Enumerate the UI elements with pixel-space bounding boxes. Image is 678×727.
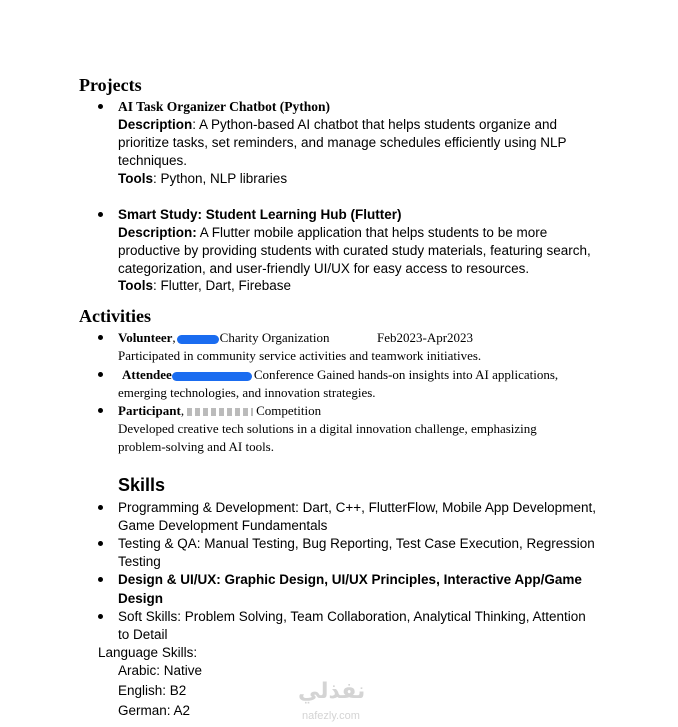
bullet-icon bbox=[98, 104, 103, 109]
watermark-logo: نفذلي bbox=[298, 678, 366, 703]
skill-line: Game Development Fundamentals bbox=[118, 518, 328, 533]
project-description-line: prioritize tasks, set reminders, and manage schedules efficiently using NLP bbox=[118, 135, 567, 150]
project-description-line: Description: A Python-based AI chatbot that helps students organize and bbox=[118, 117, 558, 132]
project-description-line: categorization, and user-friendly UI/UX for easy access to resources. bbox=[118, 261, 530, 276]
skill-line: to Detail bbox=[118, 627, 168, 642]
project-description-line: Description: A Flutter mobile application that helps students to be more bbox=[118, 225, 548, 240]
watermark-url: nafezly.com bbox=[302, 710, 360, 722]
activity-header: Volunteer, Charity Organization bbox=[118, 330, 330, 345]
language-skills-heading: Language Skills: bbox=[98, 645, 198, 660]
language-item: English: B2 bbox=[118, 683, 187, 698]
skill-line: Design & UI/UX: Graphic Design, UI/UX Principles, Interactive App/Game bbox=[118, 572, 582, 587]
bullet-icon bbox=[98, 541, 103, 546]
activity-description: problem-solving and AI tools. bbox=[118, 439, 274, 454]
activity-description: Developed creative tech solutions in a digital innovation challenge, emphasizing bbox=[118, 421, 537, 436]
skill-line: Programming & Development: Dart, C++, FlutterFlow, Mobile App Development, bbox=[118, 500, 596, 515]
skill-line: Design bbox=[118, 591, 164, 606]
bullet-icon bbox=[98, 505, 103, 510]
bullet-icon bbox=[98, 212, 103, 217]
bullet-icon bbox=[98, 372, 103, 377]
projects-heading: Projects bbox=[79, 75, 142, 95]
project-title: AI Task Organizer Chatbot (Python) bbox=[118, 99, 331, 114]
project-title: Smart Study: Student Learning Hub (Flutter) bbox=[118, 207, 402, 222]
redaction-mark bbox=[177, 335, 219, 344]
skill-line: Soft Skills: Problem Solving, Team Collaboration, Analytical Thinking, Attention bbox=[118, 609, 586, 624]
skills-heading: Skills bbox=[118, 475, 166, 495]
language-item: German: A2 bbox=[118, 703, 191, 718]
project-tools: Tools: Flutter, Dart, Firebase bbox=[118, 278, 292, 293]
activity-dates: Feb2023-Apr2023 bbox=[377, 330, 474, 345]
activity-header: Participant, Competition bbox=[118, 403, 322, 418]
redaction-mark bbox=[172, 372, 252, 381]
activity-description: Participated in community service activities and teamwork initiatives. bbox=[118, 348, 482, 363]
project-description-line: productive by providing students with curated study materials, featuring search, bbox=[118, 243, 591, 258]
activities-heading: Activities bbox=[79, 306, 151, 326]
project-description-line: techniques. bbox=[118, 153, 188, 168]
bullet-icon bbox=[98, 577, 103, 582]
redaction-mark bbox=[187, 408, 253, 416]
bullet-icon bbox=[98, 408, 103, 413]
activity-description: emerging technologies, and innovation strategies. bbox=[118, 385, 376, 400]
language-item: Arabic: Native bbox=[118, 663, 203, 678]
activity-header: Attendee Conference Gained hands-on insights into AI applications, bbox=[122, 367, 559, 382]
bullet-icon bbox=[98, 335, 103, 340]
bullet-icon bbox=[98, 614, 103, 619]
skill-line: Testing & QA: Manual Testing, Bug Reporting, Test Case Execution, Regression bbox=[118, 536, 595, 551]
project-tools: Tools: Python, NLP libraries bbox=[118, 171, 288, 186]
skill-line: Testing bbox=[118, 554, 161, 569]
